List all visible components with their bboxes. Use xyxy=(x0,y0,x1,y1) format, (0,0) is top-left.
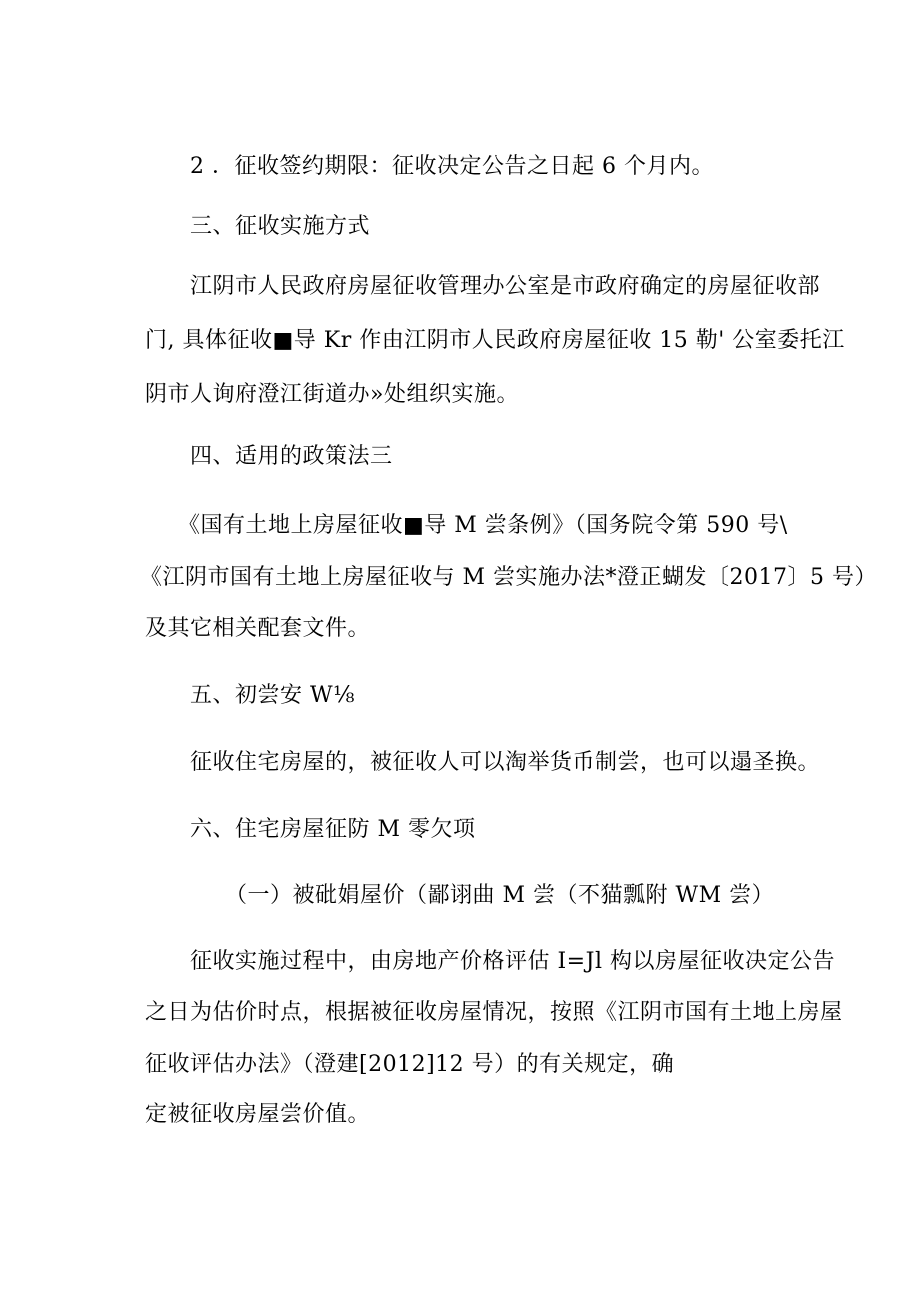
subheading-6-1: （一）被砒娟屋价（鄙诩曲 M 尝（不猫瓢附 WM 尝） xyxy=(225,883,775,908)
paragraph-3-line-1: 江阴市人民政府房屋征收管理办公室是市政府确定的房屋征收部 xyxy=(190,274,821,299)
paragraph-6-1-line-2: 之日为估价时点，根据被征收房屋情况，按照《江阴市国有土地上房屋 xyxy=(145,1000,843,1025)
section-heading-3: 三、征收实施方式 xyxy=(190,214,371,239)
paragraph-4-line-1: 《国有土地上房屋征收■导 M 尝条例》（国务院令第 590 号\ xyxy=(178,513,788,538)
paragraph-4-line-2: 《江阴市国有土地上房屋征收与 M 尝实施办法*澄正蝴发〔2017〕5 号） xyxy=(140,565,877,590)
paragraph-3-line-2: 门, 具体征收■导 Kr 作由江阴市人民政府房屋征收 15 勒' 公室委托江 xyxy=(145,328,845,353)
section-heading-6: 六、住宅房屋征防 M 零欠项 xyxy=(190,817,476,842)
paragraph-6-1-line-4: 定被征收房屋尝价值。 xyxy=(145,1102,371,1127)
paragraph-6-1-line-1: 征收实施过程中，由房地产价格评估 I=Jl 构以房屋征收决定公告 xyxy=(190,949,835,974)
paragraph-6-1-line-3: 征收评估办法》（澄建[2012]12 号）的有关规定，确 xyxy=(145,1052,675,1077)
paragraph-3-line-3: 阴市人询府澄江街道办»处组织实施。 xyxy=(145,382,519,407)
section-heading-5: 五、初尝安 W⅛ xyxy=(190,683,355,708)
paragraph-4-line-3: 及其它相关配套文件。 xyxy=(145,616,371,641)
list-item-2: 2 ．征收签约期限：征收决定公告之日起 6 个月内。 xyxy=(190,154,714,179)
paragraph-5: 征收住宅房屋的，被征收人可以淘举货币制尝，也可以遢圣换。 xyxy=(190,750,821,775)
section-heading-4: 四、适用的政策法三 xyxy=(190,444,393,469)
